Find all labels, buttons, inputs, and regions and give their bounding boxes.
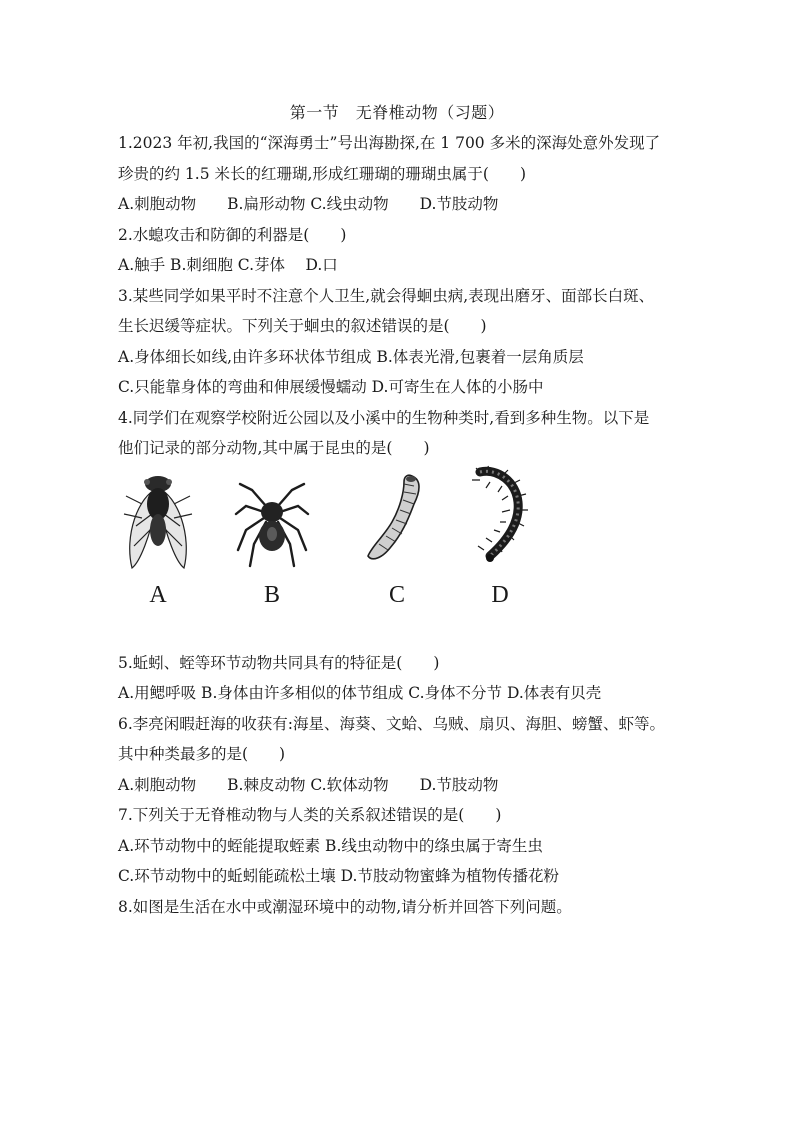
question-5-stem: 5.蚯蚓、蛭等环节动物共同具有的特征是( ) <box>118 653 440 672</box>
question-2 <box>118 220 698 281</box>
question-7-options-line-1: A.环节动物中的蛭能提取蛭素 B.线虫动物中的绦虫属于寄生虫 <box>118 836 543 855</box>
question-1 <box>118 128 698 220</box>
cicada-icon <box>118 466 198 578</box>
question-3-stem-line-1: 3.某些同学如果平时不注意个人卫生,就会得蛔虫病,表现出磨牙、面部长白斑、 <box>118 286 655 305</box>
question-1-stem-line-2: 珍贵的约 1.5 米长的红珊瑚,形成红珊瑚的珊瑚虫属于( ) <box>118 164 527 183</box>
question-5 <box>118 648 698 709</box>
question-7-stem: 7.下列关于无脊椎动物与人类的关系叙述错误的是( ) <box>118 806 502 824</box>
page-title: 第一节 无脊椎动物（习题） <box>289 103 505 122</box>
question-8-stem: 8.如图是生活在水中或潮湿环境中的动物,请分析并回答下列问题。 <box>118 897 572 916</box>
earthworm-icon <box>364 470 434 570</box>
question-list <box>118 128 698 922</box>
animal-figure <box>118 466 698 636</box>
question-4-stem-line-1: 4.同学们在观察学校附近公园以及小溪中的生物种类时,看到多种生物。以下是 <box>118 408 650 427</box>
question-4-stem-line-2: 他们记录的部分动物,其中属于昆虫的是( ) <box>118 439 430 457</box>
figure-label-b: B <box>263 581 280 608</box>
question-3-options-line-2: C.只能靠身体的弯曲和伸展缓慢蠕动 D.可寄生在人体的小肠中 <box>118 378 544 396</box>
question-3-options-line-1: A.身体细长如线,由许多环状体节组成 B.体表光滑,包裹着一层角质层 <box>118 347 584 366</box>
question-7 <box>118 800 698 892</box>
question-4 <box>118 403 698 636</box>
question-3-stem-line-2: 生长迟缓等症状。下列关于蛔虫的叙述错误的是( ) <box>118 317 487 335</box>
question-7-options-line-2: C.环节动物中的蚯蚓能疏松土壤 D.节肢动物蜜蜂为植物传播花粉 <box>118 867 559 885</box>
question-6-options: A.刺胞动物 B.棘皮动物 C.软体动物 D.节肢动物 <box>118 775 499 794</box>
question-5-options: A.用鳃呼吸 B.身体由许多相似的体节组成 C.身体不分节 D.体表有贝壳 <box>118 684 602 702</box>
spider-icon <box>232 476 312 572</box>
question-2-options: A.触手 B.刺细胞 C.芽体 D.口 <box>118 256 338 274</box>
question-8 <box>118 892 698 923</box>
question-2-stem: 2.水螅攻击和防御的利器是( ) <box>118 225 347 244</box>
question-6-stem-line-1: 6.李亮闲暇赶海的收获有:海星、海葵、文蛤、乌贼、扇贝、海胆、螃蟹、虾等。 <box>118 714 666 733</box>
figure-label-a: A <box>149 581 167 608</box>
question-1-options: A.刺胞动物 B.扁形动物 C.线虫动物 D.节肢动物 <box>118 195 499 213</box>
question-3 <box>118 281 698 403</box>
figure-label-c: C <box>388 581 405 608</box>
question-6 <box>118 709 698 801</box>
question-1-stem-line-1: 1.2023 年初,我国的“深海勇士”号出海勘探,在 1 700 多米的深海处意外发现了 <box>118 134 661 152</box>
question-6-stem-line-2: 其中种类最多的是( ) <box>118 745 286 763</box>
figure-label-d: D <box>491 581 509 608</box>
centipede-icon <box>468 464 538 568</box>
